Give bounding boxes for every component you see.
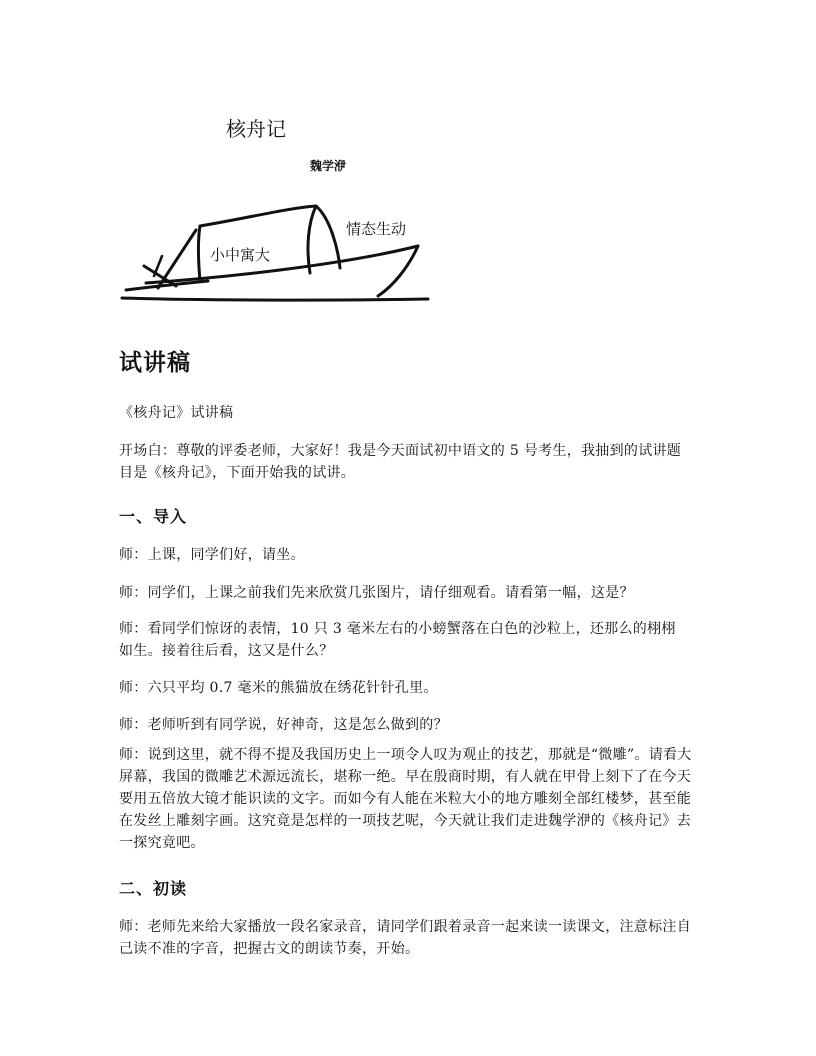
intro-paragraph: 师：说到这里，就不得不提及我国历史上一项令人叹为观止的技艺，那就是“微雕”。请看大屏幕，我国的微雕艺术源远流长，堪称一绝。早在殷商时期，有人就在甲骨上刻下了在今天要用五倍放大镜才能识读的文字。而如今有人能在米粒大小的地方雕刻全部红楼梦，甚至能在发丝上雕刻字画。这究竟是怎样的一项技艺呢，今天就让我们走进魏学洢的《核舟记》去一探究竟吧。 — [119, 747, 692, 851]
boat-illustration — [118, 108, 438, 313]
intro-paragraph: 师：同学们，上课之前我们先来欣赏几张图片，请仔细观看。请看第一幅，这是？ — [119, 585, 634, 601]
intro-paragraph: 师：六只平均 0.7 毫米的熊猫放在绣花针针孔里。 — [119, 680, 438, 696]
hull-bottom-line — [122, 298, 428, 300]
illustration-label-right: 情态生动 — [346, 220, 407, 238]
opening-paragraph: 开场白：尊敬的评委老师，大家好！我是今天面试初中语文的 5 号考生，我抽到的试讲题目是《核舟记》，下面开始我的试讲。 — [119, 443, 682, 481]
cabin-outline — [199, 206, 341, 281]
cabin-arch — [308, 206, 316, 273]
intro-paragraph: 师：老师听到有同学说，好神奇，这是怎么做到的？ — [119, 717, 448, 733]
intro-paragraph: 师：看同学们惊讶的表情，10 只 3 毫米左右的小螃蟹落在白色的沙粒上，还那么的栩栩如生。接着往后看，这又是什么？ — [119, 621, 676, 659]
intro-paragraph: 师：上课，同学们好，请坐。 — [119, 547, 305, 563]
illustration-title: 核舟记 — [226, 117, 286, 141]
document-subtitle: 《核舟记》试讲稿 — [119, 405, 234, 421]
first-reading-paragraph: 师：老师先来给大家播放一段名家录音，请同学们跟着录音一起来读一读课文，注意标注自己读不准的字音，把握古文的朗读节奏，开始。 — [119, 919, 691, 957]
illustration-author: 魏学洢 — [310, 159, 347, 173]
document-title: 试讲稿 — [119, 350, 191, 376]
hull-top-line — [146, 246, 418, 283]
section-heading-first-reading: 二、初读 — [119, 879, 188, 898]
section-heading-intro: 一、导入 — [119, 507, 188, 526]
boat-sketch — [118, 108, 438, 313]
illustration-label-center: 小中寓大 — [210, 246, 271, 264]
